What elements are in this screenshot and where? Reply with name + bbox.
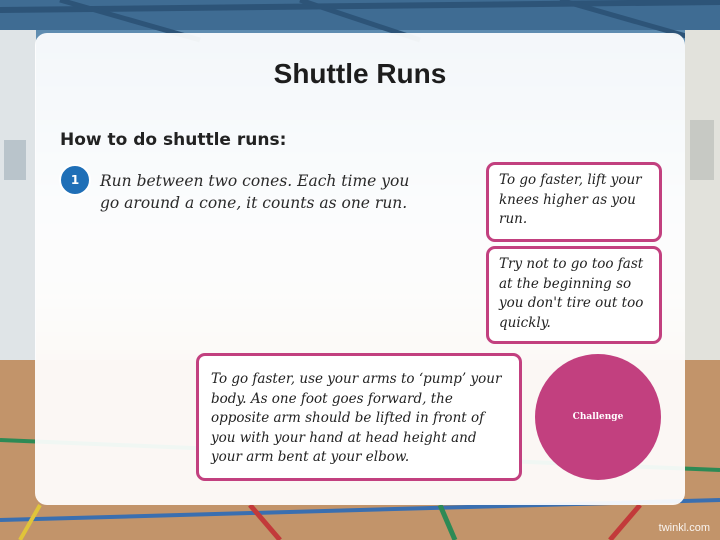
- challenge-label: Challenge: [572, 412, 624, 422]
- brand-logo: twinkl.com: [658, 522, 710, 534]
- page-title: Shuttle Runs: [273, 58, 447, 89]
- tip-text: Try not to go too fast at the beginning so you don't tire out too quickly.: [499, 256, 644, 331]
- tip-text: To go faster, use your arms to ‘pump’ your body. As one foot goes forward, the opposite arm should be lifted in front of you with your hand at head height and your arm bent at your elbow.: [211, 371, 502, 465]
- tip-text: To go faster, lift your knees higher as you run.: [499, 172, 642, 227]
- instructions-heading: How to do shuttle runs:: [60, 130, 287, 150]
- challenge-circle: [535, 354, 661, 480]
- step-number-badge: 1: [59, 164, 91, 196]
- tip-box-knees: [486, 162, 662, 242]
- tip-box-arms: [196, 353, 522, 481]
- step-instruction-text: Run between two cones. Each time you go around a cone, it counts as one run.: [100, 172, 410, 212]
- tip-box-pace: [486, 246, 662, 344]
